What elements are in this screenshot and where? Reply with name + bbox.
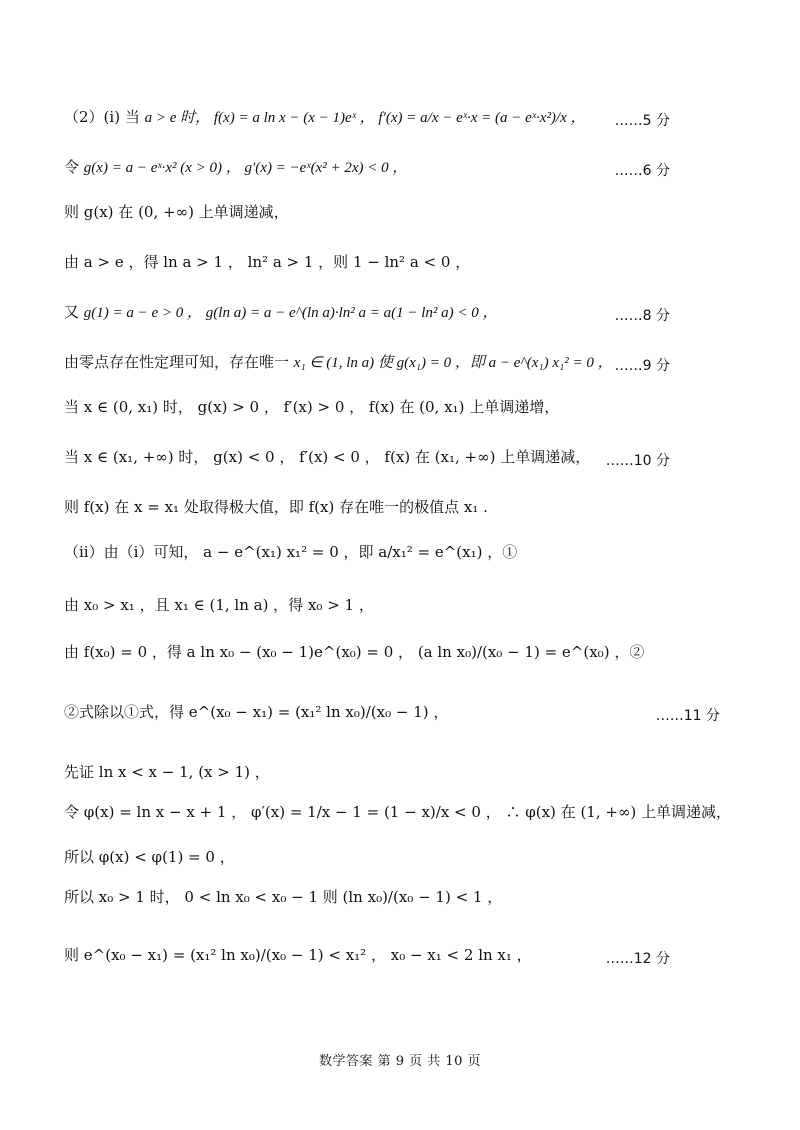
line-4: 由 a > e ，得 ln a > 1 ， ln² a > 1 ，则 1 − ln² a < 0 ， <box>64 253 471 271</box>
line-3: 则 g(x) 在 (0, +∞) 上单调递减， <box>64 203 289 221</box>
score-10: ……10 分 <box>605 453 670 469</box>
line-1: （2）(i) 当 a > e 时， f(x) = a ln x − (x − 1)eˣ ， f′(x) = a/x − eˣ·x = (a − eˣ·x²)/x ， <box>64 108 586 126</box>
line-17: 所以 x₀ > 1 时， 0 < ln x₀ < x₀ − 1 则 (ln x₀)/(x₀ − 1) < 1 ， <box>64 888 503 906</box>
line-2: 令 g(x) = a − eˣ·x² (x > 0) ， g′(x) = −eˣ(x² + 2x) < 0 ， <box>64 158 408 176</box>
score-5: ……5 分 <box>614 113 670 129</box>
score-12: ……12 分 <box>605 951 670 967</box>
score-8: ……8 分 <box>614 308 670 324</box>
line-11: 由 x₀ > x₁ ，且 x₁ ∈ (1, ln a) ，得 x₀ > 1 ， <box>64 596 374 614</box>
score-6: ……6 分 <box>614 163 670 179</box>
line-12: 由 f(x₀) = 0 ，得 a ln x₀ − (x₀ − 1)e^(x₀) = 0 ， (a ln x₀)/(x₀ − 1) = e^(x₀) ，② <box>64 643 645 661</box>
score-11: ……11 分 <box>655 708 720 724</box>
line-5: 又 g(1) = a − e > 0 ， g(ln a) = a − e^(ln a)·ln² a = a(1 − ln² a) < 0 ， <box>64 303 498 321</box>
line-15: 令 φ(x) = ln x − x + 1 ， φ′(x) = 1/x − 1 = (1 − x)/x < 0 ， ∴ φ(x) 在 (1, +∞) 上单调递减， <box>64 803 732 821</box>
score-9: ……9 分 <box>614 358 670 374</box>
page-footer: 数学答案 第 9 页 共 10 页 <box>318 1054 482 1069</box>
line-14: 先证 ln x < x − 1, (x > 1) ， <box>64 763 270 781</box>
line-13: ②式除以①式，得 e^(x₀ − x₁) = (x₁² ln x₀)/(x₀ − 1) ， <box>64 703 449 721</box>
line-16: 所以 φ(x) < φ(1) = 0 ， <box>64 848 235 866</box>
line-6: 由零点存在性定理可知，存在唯一 x₁ ∈ (1, ln a) 使 g(x₁) = 0 ，即 a − e^(x₁) x₁² = 0 ， <box>64 353 613 371</box>
line-9: 则 f(x) 在 x = x₁ 处取得极大值，即 f(x) 存在唯一的极值点 x₁ . <box>64 498 488 516</box>
line-7: 当 x ∈ (0, x₁) 时， g(x) > 0 ， f′(x) > 0 ， f(x) 在 (0, x₁) 上单调递增， <box>64 398 560 416</box>
line-8: 当 x ∈ (x₁, +∞) 时， g(x) < 0 ， f′(x) < 0 ， f(x) 在 (x₁, +∞) 上单调递减， <box>64 448 591 466</box>
line-10: （ii）由（i）可知， a − e^(x₁) x₁² = 0 ，即 a/x₁² = e^(x₁) ，① <box>64 543 518 561</box>
line-18: 则 e^(x₀ − x₁) = (x₁² ln x₀)/(x₀ − 1) < x₁² ， x₀ − x₁ < 2 ln x₁ ， <box>64 946 532 964</box>
